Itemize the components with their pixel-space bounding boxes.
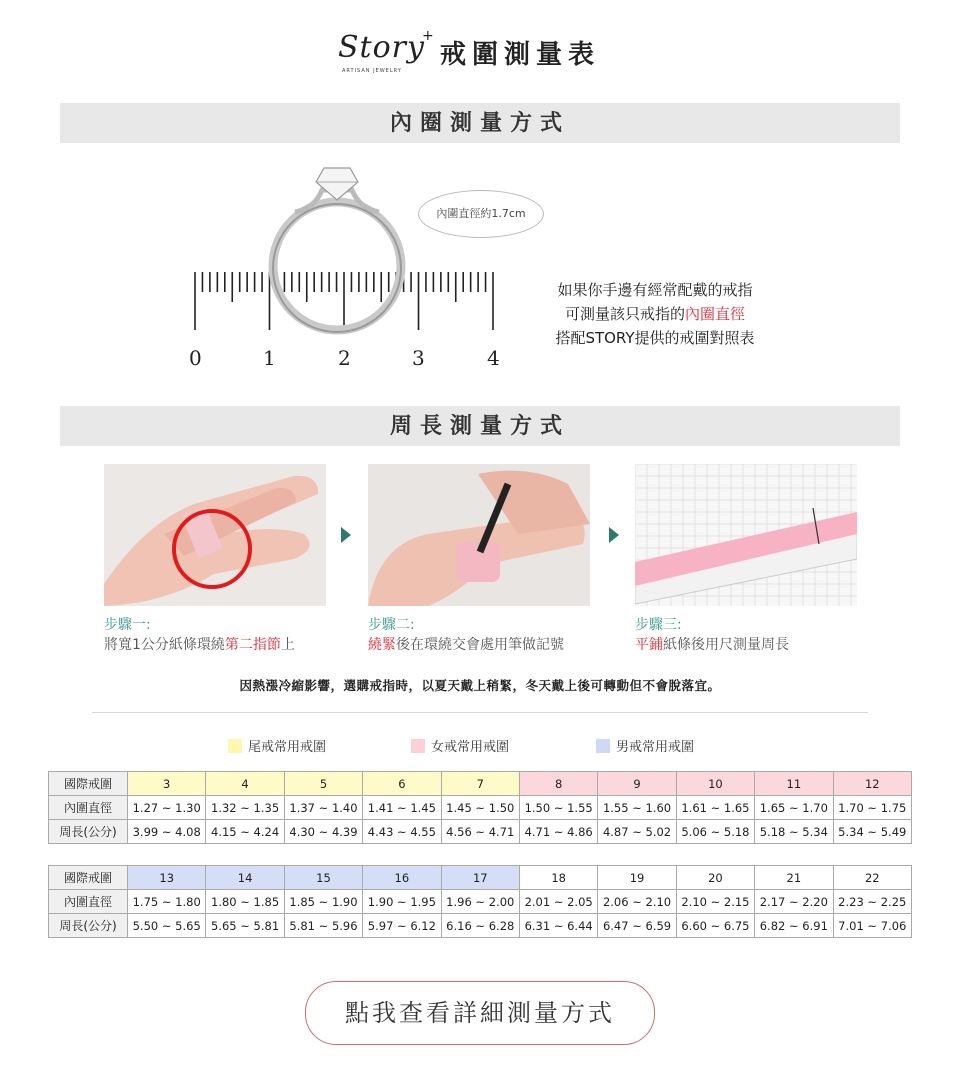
- brand-logo: [338, 28, 434, 78]
- inner-method-description: [530, 278, 780, 350]
- step-text-part: 後在環繞交會處用筆做記號: [396, 637, 564, 653]
- circumference-cell: 4.56 ~ 4.71: [441, 820, 519, 844]
- row-header: 國際戒圍: [49, 772, 128, 796]
- desc-line: 搭配STORY提供的戒圍對照表: [555, 329, 755, 347]
- circumference-cell: 4.30 ~ 4.39: [284, 820, 362, 844]
- circumference-cell: 5.65 ~ 5.81: [206, 914, 284, 938]
- step-arrow-icon: [341, 527, 351, 543]
- step-text: [635, 634, 789, 654]
- desc-line: 如果你手邊有經常配戴的戒指: [557, 281, 753, 299]
- diameter-cell: 1.45 ~ 1.50: [441, 796, 519, 820]
- section-title-circumference: 周長測量方式: [60, 406, 900, 446]
- diameter-cell: 1.85 ~ 1.90: [284, 890, 362, 914]
- size-cell: 12: [833, 772, 911, 796]
- circumference-cell: 5.81 ~ 5.96: [284, 914, 362, 938]
- circumference-cell: 6.31 ~ 6.44: [519, 914, 597, 938]
- circumference-cell: 6.60 ~ 6.75: [676, 914, 754, 938]
- logo-script: Story: [338, 30, 425, 65]
- circumference-cell: 3.99 ~ 4.08: [128, 820, 206, 844]
- table-row: [49, 866, 912, 890]
- desc-line: [530, 302, 780, 326]
- step3-caption: [635, 614, 789, 654]
- ruler-number: 0: [189, 346, 202, 370]
- logo-plus-icon: +: [422, 28, 434, 44]
- step-text: [104, 634, 295, 654]
- size-cell: 20: [676, 866, 754, 890]
- diameter-cell: 1.55 ~ 1.60: [598, 796, 676, 820]
- diameter-cell: 1.65 ~ 1.70: [755, 796, 833, 820]
- diameter-cell: 1.50 ~ 1.55: [519, 796, 597, 820]
- legend-women: [411, 736, 509, 755]
- size-cell: 4: [206, 772, 284, 796]
- ruler-number: 2: [338, 346, 351, 370]
- step-title: 步驟三:: [635, 617, 682, 633]
- legend-label: 女戒常用戒圍: [431, 740, 510, 755]
- diameter-cell: 2.10 ~ 2.15: [676, 890, 754, 914]
- table-row: [49, 820, 912, 844]
- size-cell: 5: [284, 772, 362, 796]
- circumference-cell: 6.16 ~ 6.28: [441, 914, 519, 938]
- circumference-cell: 5.50 ~ 5.65: [128, 914, 206, 938]
- size-cell: 9: [598, 772, 676, 796]
- step2-caption: [368, 614, 564, 654]
- ruler-number: 4: [487, 346, 500, 370]
- table-row: [49, 772, 912, 796]
- legend-swatch: [228, 739, 242, 753]
- diameter-cell: 1.96 ~ 2.00: [441, 890, 519, 914]
- ring-on-ruler-illustration: [180, 160, 510, 350]
- circumference-cell: 5.18 ~ 5.34: [755, 820, 833, 844]
- size-cell: 8: [519, 772, 597, 796]
- divider: [92, 712, 868, 713]
- step-text-part: 將寬1公分紙條環繞: [104, 637, 225, 653]
- legend-label: 尾戒常用戒圍: [248, 740, 327, 755]
- desc-text: 可測量該只戒指的: [564, 305, 685, 323]
- size-cell: 22: [833, 866, 911, 890]
- legend-pinky: [228, 736, 326, 755]
- step-highlight: 平鋪: [635, 637, 663, 653]
- circumference-cell: 4.43 ~ 4.55: [363, 820, 441, 844]
- step-title: 步驟二:: [368, 617, 415, 633]
- row-header: 周長(公分): [49, 820, 128, 844]
- size-cell: 14: [206, 866, 284, 890]
- row-header: 周長(公分): [49, 914, 128, 938]
- step1-photo: [104, 464, 326, 606]
- circumference-cell: 5.97 ~ 6.12: [363, 914, 441, 938]
- ruler-number: 3: [412, 346, 425, 370]
- table-row: [49, 890, 912, 914]
- diameter-cell: 1.37 ~ 1.40: [284, 796, 362, 820]
- table-row: [49, 914, 912, 938]
- legend-swatch: [411, 739, 425, 753]
- circumference-cell: 5.34 ~ 5.49: [833, 820, 911, 844]
- section-title-inner: 內圈測量方式: [60, 103, 900, 143]
- diameter-cell: 2.23 ~ 2.25: [833, 890, 911, 914]
- step-highlight: 繞緊: [368, 637, 396, 653]
- size-table-2: [48, 865, 912, 938]
- size-cell: 21: [755, 866, 833, 890]
- circumference-cell: 7.01 ~ 7.06: [833, 914, 911, 938]
- step-arrow-icon: [609, 527, 619, 543]
- size-cell: 6: [363, 772, 441, 796]
- diameter-cell: 1.32 ~ 1.35: [206, 796, 284, 820]
- diameter-cell: 1.41 ~ 1.45: [363, 796, 441, 820]
- view-measurement-guide-button[interactable]: 點我查看詳細測量方式: [305, 981, 655, 1045]
- step-text-part: 紙條後用尺測量周長: [663, 637, 789, 653]
- desc-highlight: 內圈直徑: [685, 305, 746, 323]
- size-cell: 17: [441, 866, 519, 890]
- diameter-callout: 內圍直徑約1.7cm: [418, 190, 544, 238]
- diameter-cell: 1.70 ~ 1.75: [833, 796, 911, 820]
- step-text-part: 上: [280, 637, 295, 653]
- size-cell: 19: [598, 866, 676, 890]
- size-cell: 3: [128, 772, 206, 796]
- circumference-cell: 4.15 ~ 4.24: [206, 820, 284, 844]
- diameter-cell: 1.75 ~ 1.80: [128, 890, 206, 914]
- legend-swatch: [596, 739, 610, 753]
- diameter-cell: 2.01 ~ 2.05: [519, 890, 597, 914]
- step-title: 步驟一:: [104, 617, 151, 633]
- logo-subtitle: ARTISAN JEWELRY: [342, 68, 402, 74]
- size-cell: 10: [676, 772, 754, 796]
- table-row: [49, 796, 912, 820]
- row-header: 內圍直徑: [49, 796, 128, 820]
- size-cell: 11: [755, 772, 833, 796]
- size-cell: 7: [441, 772, 519, 796]
- row-header: 國際戒圍: [49, 866, 128, 890]
- circumference-cell: 6.82 ~ 6.91: [755, 914, 833, 938]
- legend-men: [596, 736, 694, 755]
- diameter-cell: 1.80 ~ 1.85: [206, 890, 284, 914]
- size-table-1: [48, 771, 912, 844]
- diameter-cell: 1.27 ~ 1.30: [128, 796, 206, 820]
- size-cell: 13: [128, 866, 206, 890]
- diameter-cell: 2.06 ~ 2.10: [598, 890, 676, 914]
- row-header: 內圍直徑: [49, 890, 128, 914]
- circumference-cell: 6.47 ~ 6.59: [598, 914, 676, 938]
- ruler-number: 1: [263, 346, 276, 370]
- diameter-cell: 1.90 ~ 1.95: [363, 890, 441, 914]
- step-highlight: 第二指節: [224, 637, 281, 653]
- step1-caption: [104, 614, 295, 654]
- step3-photo: [635, 464, 857, 606]
- size-cell: 16: [363, 866, 441, 890]
- size-cell: 15: [284, 866, 362, 890]
- circumference-cell: 4.87 ~ 5.02: [598, 820, 676, 844]
- step-text: [368, 634, 564, 654]
- circumference-cell: 4.71 ~ 4.86: [519, 820, 597, 844]
- size-cell: 18: [519, 866, 597, 890]
- sizing-note: 因熱漲冷縮影響，選購戒指時，以夏天戴上稍緊，冬天戴上後可轉動但不會脫落宜。: [239, 678, 721, 693]
- diameter-cell: 2.17 ~ 2.20: [755, 890, 833, 914]
- circumference-cell: 5.06 ~ 5.18: [676, 820, 754, 844]
- legend-label: 男戒常用戒圍: [616, 740, 695, 755]
- page-title: 戒圍測量表: [440, 40, 601, 70]
- diameter-cell: 1.61 ~ 1.65: [676, 796, 754, 820]
- step2-photo: [368, 464, 590, 606]
